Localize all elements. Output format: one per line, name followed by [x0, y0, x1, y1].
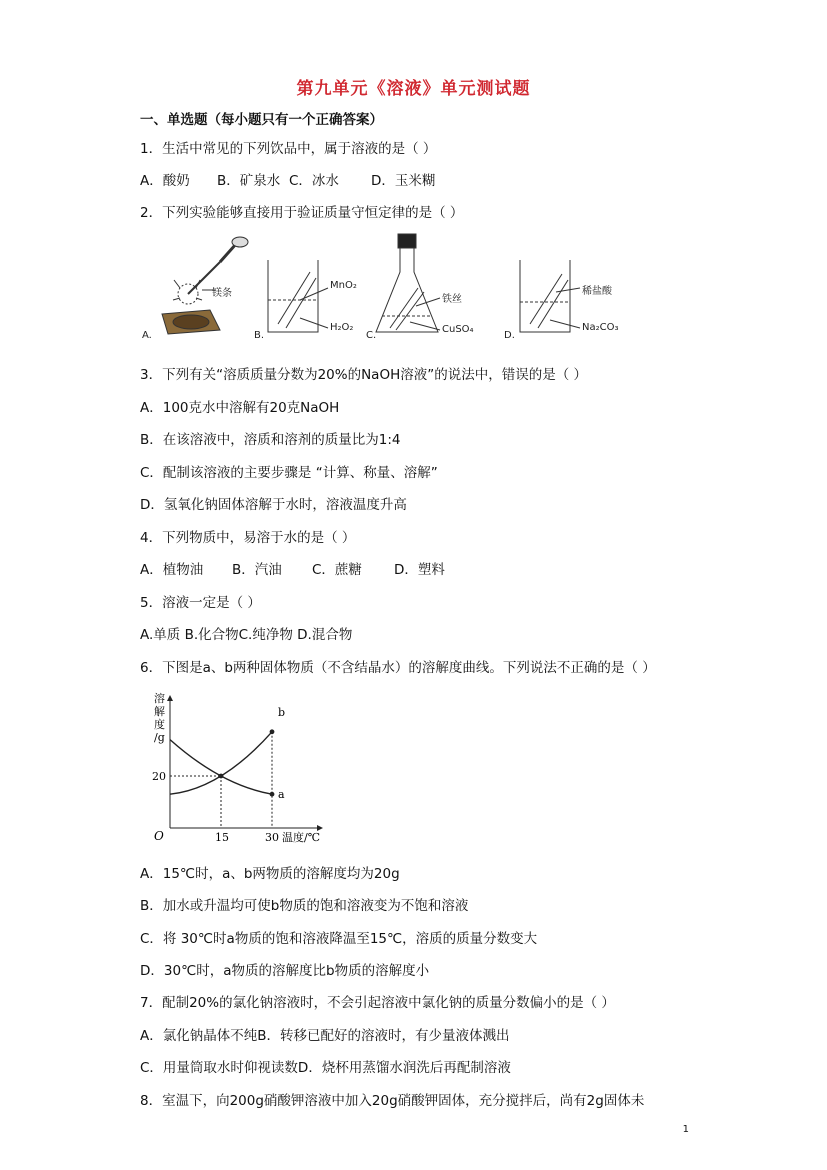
q6-option-a: A．15℃时，a、b两物质的溶解度均为20g [140, 866, 400, 882]
curve-label-b: b [278, 705, 286, 719]
q1-option-d: D．玉米糊 [371, 173, 436, 189]
chart-ylabel-char: 溶 [154, 692, 165, 705]
chart-origin: O [154, 829, 164, 843]
curve-label-a: a [278, 788, 285, 802]
section-heading: 一、单选题（每小题只有一个正确答案） [140, 112, 383, 128]
chart-xlabel: 温度/℃ [282, 831, 321, 844]
page-title: 第九单元《溶液》单元测试题 [296, 79, 531, 99]
x-tick-15: 15 [215, 831, 229, 844]
page-number: 1 [682, 1124, 689, 1135]
q2-fig-d-top: 稀盐酸 [582, 286, 612, 297]
q4-options [140, 558, 445, 578]
q2-figure-b [268, 260, 328, 332]
q3-option-b: B．在该溶液中，溶质和溶剂的质量比为1:4 [140, 432, 401, 448]
q1-options [140, 169, 435, 189]
q2-figure [140, 232, 660, 347]
q2-figure-d [520, 260, 580, 332]
q5-stem: 5．溶液一定是（ ） [140, 595, 261, 611]
q2-fig-b-letter: B. [254, 330, 265, 341]
q2-fig-d-letter: D. [504, 330, 515, 341]
q1-option-a: A．酸奶 [140, 173, 190, 189]
q4-stem: 4．下列物质中，易溶于水的是（ ） [140, 530, 356, 546]
q3-option-a: A．100克水中溶解有20克NaOH [140, 400, 340, 416]
q2-fig-d-bottom: Na₂CO₃ [582, 322, 619, 333]
q4-option-a: A．植物油 [140, 562, 204, 578]
q6-stem: 6．下图是a、b两种固体物质（不含结晶水）的溶解度曲线。下列说法不正确的是（ ） [140, 660, 656, 676]
chart-plot [152, 706, 285, 844]
q4-option-b: B．汽油 [232, 562, 282, 578]
chart-ylabel-char: /g [154, 731, 165, 744]
q2-figure-a [162, 237, 248, 334]
q6-option-b: B．加水或升温均可使b物质的饱和溶液变为不饱和溶液 [140, 898, 469, 914]
q2-fig-b-bottom: H₂O₂ [330, 322, 354, 333]
y-tick-20: 20 [152, 770, 166, 783]
q3-option-c: C．配制该溶液的主要步骤是 “计算、称量、溶解” [140, 465, 438, 481]
q2-fig-c-bottom: CuSO₄ [442, 324, 474, 335]
q3-option-d: D．氢氧化钠固体溶解于水时，溶液温度升高 [140, 497, 407, 513]
q2-fig-c-letter: C. [366, 330, 377, 341]
q7-options-cd: C．用量筒取水时仰视读数D．烧杯用蒸馏水润洗后再配制溶液 [140, 1060, 511, 1076]
q2-figure-c [376, 234, 440, 332]
q6-option-c: C．将 30℃时a物质的饱和溶液降温至15℃，溶质的质量分数变大 [140, 931, 538, 947]
q4-option-d: D．塑料 [394, 562, 445, 578]
q2-fig-b-top: MnO₂ [330, 280, 357, 291]
chart-ylabel-char: 解 [154, 705, 165, 718]
q1-stem: 1．生活中常见的下列饮品中，属于溶液的是（ ） [140, 141, 437, 157]
q1-option-b: B．矿泉水 [217, 173, 281, 189]
q3-stem: 3．下列有关“溶质质量分数为20%的NaOH溶液”的说法中，错误的是（ ） [140, 367, 588, 383]
chart-ylabel-char: 度 [154, 718, 165, 731]
q8-stem: 8．室温下，向200g硝酸钾溶液中加入20g硝酸钾固体，充分搅拌后，尚有2g固体未 [140, 1093, 645, 1109]
q1-option-c: C．冰水 [289, 173, 339, 189]
q5-options: A.单质 B.化合物C.纯净物 D.混合物 [140, 627, 353, 643]
q2-fig-c-top: 铁丝 [442, 294, 462, 305]
q7-options-ab: A．氯化钠晶体不纯B．转移已配好的溶液时，有少量液体溅出 [140, 1028, 510, 1044]
chart-ylabel [154, 691, 165, 744]
x-tick-30: 30 [265, 831, 279, 844]
q2-stem: 2．下列实验能够直接用于验证质量守恒定律的是（ ） [140, 205, 464, 221]
q6-option-d: D．30℃时，a物质的溶解度比b物质的溶解度小 [140, 963, 430, 979]
q4-option-c: C．蔗糖 [312, 562, 362, 578]
q7-stem: 7．配制20%的氯化钠溶液时，不会引起溶液中氯化钠的质量分数偏小的是（ ） [140, 995, 615, 1011]
q2-fig-a-letter: A. [142, 330, 152, 341]
solubility-chart [140, 688, 340, 848]
q2-fig-a-label: 镁条 [212, 288, 232, 299]
